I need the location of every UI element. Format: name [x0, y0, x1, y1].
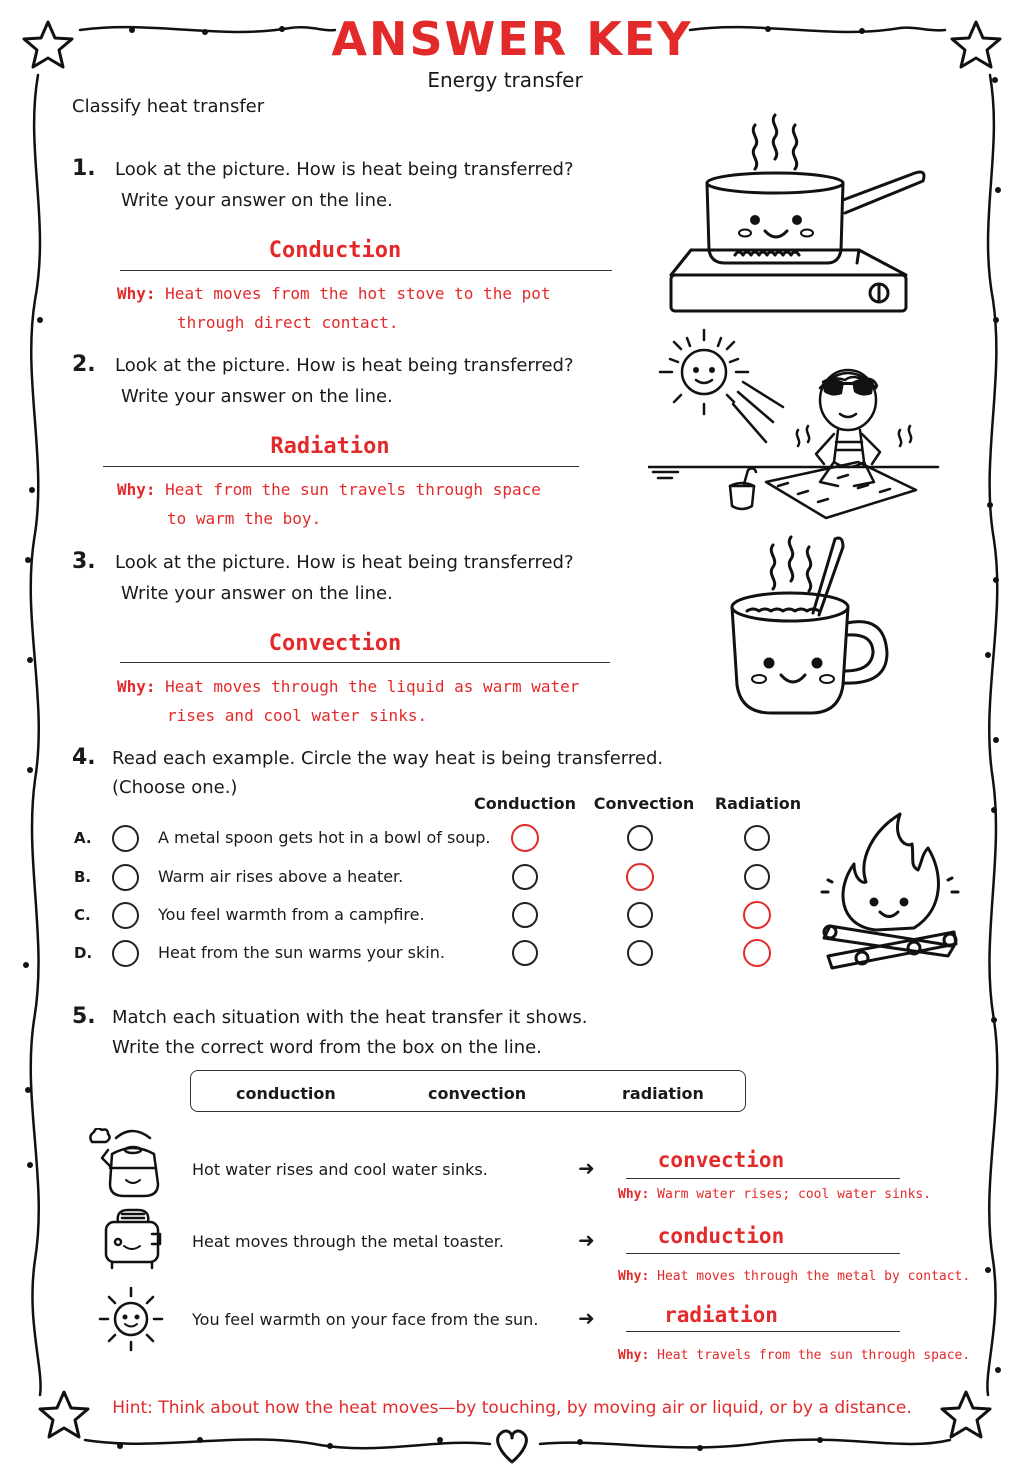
row-letter: D.	[74, 944, 93, 962]
row-letter: A.	[74, 829, 92, 847]
match-why: Why: Heat travels from the sun through space.	[618, 1348, 971, 1363]
row-letter: B.	[74, 868, 92, 886]
question-1-why-cont: through direct contact.	[177, 313, 399, 332]
answer-line	[120, 662, 610, 663]
answer-circle-convection[interactable]	[627, 940, 653, 966]
answer-circle-radiation[interactable]	[744, 864, 770, 890]
row-example-text: Warm air rises above a heater.	[158, 867, 404, 886]
section-heading: Classify heat transfer	[72, 96, 265, 117]
question-4-number: 4.	[72, 745, 96, 770]
row-example-text: You feel warmth from a campfire.	[158, 905, 425, 924]
column-header-conduction: Conduction	[474, 794, 576, 813]
match-answer-conduction[interactable]: conduction	[657, 1224, 785, 1248]
row-letter: C.	[74, 906, 91, 924]
answer-line	[103, 466, 579, 467]
question-3-answer[interactable]: Convection	[268, 631, 402, 656]
question-2-answer[interactable]: Radiation	[270, 434, 390, 459]
answer-circle-conduction[interactable]	[512, 940, 538, 966]
hint-text: Hint: Think about how the heat moves—by touching, by moving air or liquid, or by a distance.	[112, 1398, 912, 1418]
answer-circle-conduction[interactable]	[512, 864, 538, 890]
question-1-answer[interactable]: Conduction	[268, 238, 402, 263]
answer-circle-radiation-selected[interactable]	[743, 939, 771, 967]
match-answer-radiation[interactable]: radiation	[664, 1303, 778, 1327]
answer-circle-radiation[interactable]	[744, 825, 770, 851]
question-3-why-cont: rises and cool water sinks.	[167, 706, 428, 725]
column-header-convection: Convection	[593, 794, 695, 813]
page-subtitle: Energy transfer	[427, 68, 583, 92]
answer-circle-convection[interactable]	[627, 825, 653, 851]
question-2-number: 2.	[72, 352, 96, 377]
question-4-line2: (Choose one.)	[112, 777, 238, 798]
answer-circle-convection[interactable]	[627, 902, 653, 928]
question-3-why: Why: Heat moves through the liquid as warm water	[117, 677, 580, 696]
answer-circle-conduction[interactable]	[512, 902, 538, 928]
pot-on-stove-icon	[665, 105, 935, 315]
boy-in-sun-icon	[648, 322, 940, 522]
question-2-line1: Look at the picture. How is heat being transferred?	[115, 355, 574, 376]
row-checkbox-circle[interactable]	[112, 902, 139, 929]
arrow-icon: ➜	[578, 1156, 595, 1180]
question-5-line1: Match each situation with the heat transfer it shows.	[112, 1007, 588, 1028]
question-5-line2: Write the correct word from the box on the line.	[112, 1037, 542, 1058]
row-checkbox-circle[interactable]	[112, 940, 139, 967]
kettle-icon	[88, 1128, 168, 1200]
answer-circle-convection-selected[interactable]	[626, 863, 654, 891]
arrow-icon: ➜	[578, 1306, 595, 1330]
toaster-icon	[100, 1204, 164, 1270]
answer-line	[626, 1331, 900, 1332]
question-2-why-cont: to warm the boy.	[167, 509, 322, 528]
match-why: Why: Heat moves through the metal by contact.	[618, 1269, 971, 1284]
question-1-number: 1.	[72, 156, 96, 181]
row-example-text: A metal spoon gets hot in a bowl of soup.	[158, 828, 491, 847]
word-bank-radiation: radiation	[622, 1084, 704, 1103]
word-bank-conduction: conduction	[236, 1084, 336, 1103]
sun-icon	[96, 1286, 166, 1352]
hot-mug-icon	[725, 535, 895, 720]
answer-line	[626, 1253, 900, 1254]
situation-text: Heat moves through the metal toaster.	[192, 1232, 504, 1251]
answer-circle-conduction-selected[interactable]	[511, 824, 539, 852]
page-title: ANSWER KEY	[331, 12, 693, 66]
situation-text: You feel warmth on your face from the sun.	[192, 1310, 539, 1329]
question-4-line1: Read each example. Circle the way heat is being transferred.	[112, 748, 664, 769]
row-checkbox-circle[interactable]	[112, 825, 139, 852]
row-checkbox-circle[interactable]	[112, 864, 139, 891]
word-bank-convection: convection	[428, 1084, 527, 1103]
match-answer-convection[interactable]: convection	[657, 1148, 785, 1172]
question-1-why: Why: Heat moves from the hot stove to the pot	[117, 284, 551, 303]
answer-line	[120, 270, 612, 271]
match-why: Why: Warm water rises; cool water sinks.	[618, 1187, 932, 1202]
row-example-text: Heat from the sun warms your skin.	[158, 943, 445, 962]
question-3-line2: Write your answer on the line.	[121, 583, 393, 604]
question-2-why: Why: Heat from the sun travels through space	[117, 480, 541, 499]
question-3-line1: Look at the picture. How is heat being transferred?	[115, 552, 574, 573]
campfire-icon	[818, 808, 963, 973]
question-1-line1: Look at the picture. How is heat being transferred?	[115, 159, 574, 180]
situation-text: Hot water rises and cool water sinks.	[192, 1160, 488, 1179]
question-1-line2: Write your answer on the line.	[121, 190, 393, 211]
answer-line	[626, 1178, 900, 1179]
arrow-icon: ➜	[578, 1228, 595, 1252]
answer-circle-radiation-selected[interactable]	[743, 901, 771, 929]
question-3-number: 3.	[72, 549, 96, 574]
question-5-number: 5.	[72, 1004, 96, 1029]
question-2-line2: Write your answer on the line.	[121, 386, 393, 407]
column-header-radiation: Radiation	[714, 794, 802, 813]
